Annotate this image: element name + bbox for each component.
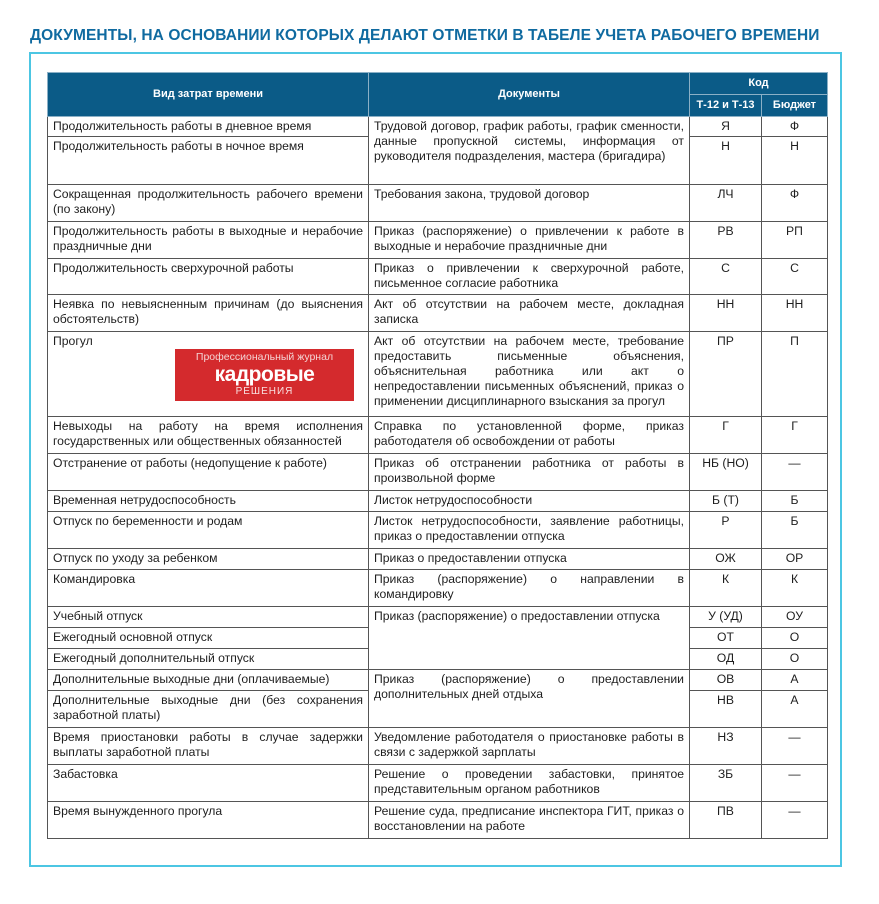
cell-t12: РВ: [690, 222, 762, 259]
table-row: [48, 259, 828, 295]
table-row: [48, 417, 828, 454]
cell-t12: ОТ: [690, 628, 762, 649]
table-row: [48, 765, 828, 802]
header-code: Код: [690, 73, 828, 95]
magazine-logo: [175, 349, 354, 401]
cell-t12: У (УД): [690, 607, 762, 628]
cell-t12: ОД: [690, 649, 762, 670]
cell-budget: Б: [762, 491, 828, 512]
cell-budget: РП: [762, 222, 828, 259]
cell-budget: Ф: [762, 117, 828, 137]
cell-t12: Р: [690, 512, 762, 549]
cell-type: Забастовка: [48, 765, 369, 802]
table-row: [48, 512, 828, 549]
cell-t12: ПР: [690, 332, 762, 417]
cell-budget: П: [762, 332, 828, 417]
cell-budget: —: [762, 454, 828, 491]
cell-budget: О: [762, 628, 828, 649]
logo-line1: Профессиональный журнал: [195, 351, 334, 363]
cell-budget: С: [762, 259, 828, 295]
cell-docs: Приказ (распоряжение) о предоставлении дополнительных дней отдыха: [369, 670, 690, 728]
cell-budget: О: [762, 649, 828, 670]
cell-t12: НН: [690, 295, 762, 332]
header-budget: Бюджет: [762, 95, 828, 117]
cell-type: Ежегодный основной отпуск: [48, 628, 369, 649]
cell-t12: ЛЧ: [690, 185, 762, 222]
cell-type: Время вынужденного прогула: [48, 802, 369, 839]
cell-budget: Г: [762, 417, 828, 454]
table-row: [48, 185, 828, 222]
table-row: [48, 607, 828, 628]
cell-t12: Б (Т): [690, 491, 762, 512]
cell-t12: ОВ: [690, 670, 762, 691]
cell-budget: —: [762, 765, 828, 802]
cell-type: Отстранение от работы (недопущение к работе): [48, 454, 369, 491]
cell-t12: К: [690, 570, 762, 607]
cell-t12: Г: [690, 417, 762, 454]
table-row: [48, 454, 828, 491]
cell-t12: НБ (НО): [690, 454, 762, 491]
header-type: Вид затрат времени: [48, 73, 369, 117]
cell-budget: —: [762, 728, 828, 765]
cell-type: Учебный отпуск: [48, 607, 369, 628]
cell-t12: ОЖ: [690, 549, 762, 570]
cell-docs: Требования закона, трудовой договор: [369, 185, 690, 222]
cell-docs: Акт об отсутствии на рабочем месте, докладная записка: [369, 295, 690, 332]
cell-budget: Ф: [762, 185, 828, 222]
cell-budget: А: [762, 670, 828, 691]
cell-type: Ежегодный дополнительный отпуск: [48, 649, 369, 670]
table-row: [48, 728, 828, 765]
cell-docs: Решение о проведении забастовки, принятое представительным органом работников: [369, 765, 690, 802]
cell-type: Командировка: [48, 570, 369, 607]
logo-line3: РЕШЕНИЯ: [235, 386, 294, 397]
cell-type: Продолжительность работы в дневное время: [48, 117, 369, 137]
cell-docs: Справка по установленной форме, приказ работодателя об освобождении от работы: [369, 417, 690, 454]
cell-docs: Акт об отсутствии на рабочем месте, требование предоставить письменные объяснения, объяснительная работника или акт о непредоставлении письменных объяснений, приказ о применении дисциплинарного взыскания за прогул: [369, 332, 690, 417]
cell-type: Сокращенная продолжительность рабочего времени (по закону): [48, 185, 369, 222]
cell-type: Продолжительность работы в ночное время: [48, 137, 369, 185]
cell-type: Прогул: [48, 332, 369, 417]
cell-budget: —: [762, 802, 828, 839]
cell-budget: НН: [762, 295, 828, 332]
cell-docs: Листок нетрудоспособности: [369, 491, 690, 512]
cell-docs: Приказ (распоряжение) о привлечении к работе в выходные и нерабочие праздничные дни: [369, 222, 690, 259]
cell-budget: К: [762, 570, 828, 607]
cell-docs: Листок нетрудоспособности, заявление работницы, приказ о предоставлении отпуска: [369, 512, 690, 549]
table-row: [48, 802, 828, 839]
cell-type: Время приостановки работы в случае задержки выплаты заработной платы: [48, 728, 369, 765]
cell-t12: ПВ: [690, 802, 762, 839]
cell-type: Временная нетрудоспособность: [48, 491, 369, 512]
cell-docs: Решение суда, предписание инспектора ГИТ, приказ о восстановлении на работе: [369, 802, 690, 839]
header-docs: Документы: [369, 73, 690, 117]
table-row: [48, 332, 828, 417]
cell-type: Неявка по невыясненным причинам (до выяснения обстоятельств): [48, 295, 369, 332]
cell-t12: С: [690, 259, 762, 295]
cell-t12: НВ: [690, 691, 762, 728]
cell-docs: Приказ о привлечении к сверхурочной работе, письменное согласие работника: [369, 259, 690, 295]
cell-budget: Б: [762, 512, 828, 549]
cell-docs: Приказ (распоряжение) о предоставлении отпуска: [369, 607, 690, 670]
header-t12: Т-12 и Т-13: [690, 95, 762, 117]
documents-table: [47, 72, 828, 839]
cell-docs: Уведомление работодателя о приостановке работы в связи с задержкой зарплаты: [369, 728, 690, 765]
cell-docs: Трудовой договор, график работы, график сменности, данные пропускной системы, информация от руководителя подразделения, мастера (бригадира): [369, 117, 690, 185]
cell-type: Невыходы на работу на время исполнения государственных или общественных обязанностей: [48, 417, 369, 454]
cell-budget: Н: [762, 137, 828, 185]
cell-type: Продолжительность сверхурочной работы: [48, 259, 369, 295]
logo-line2: кадровые: [214, 363, 315, 386]
cell-type: Отпуск по уходу за ребенком: [48, 549, 369, 570]
table-row: [48, 549, 828, 570]
cell-budget: ОУ: [762, 607, 828, 628]
cell-docs: Приказ (распоряжение) о направлении в командировку: [369, 570, 690, 607]
table-row: [48, 570, 828, 607]
cell-docs: Приказ об отстранении работника от работы в произвольной форме: [369, 454, 690, 491]
table-row: [48, 670, 828, 691]
cell-t12: НЗ: [690, 728, 762, 765]
cell-type: Дополнительные выходные дни (без сохранения заработной платы): [48, 691, 369, 728]
cell-type: Продолжительность работы в выходные и нерабочие праздничные дни: [48, 222, 369, 259]
cell-t12: Н: [690, 137, 762, 185]
cell-type: Дополнительные выходные дни (оплачиваемые): [48, 670, 369, 691]
cell-budget: ОР: [762, 549, 828, 570]
cell-type: Отпуск по беременности и родам: [48, 512, 369, 549]
table-row: [48, 222, 828, 259]
cell-t12: Я: [690, 117, 762, 137]
cell-budget: А: [762, 691, 828, 728]
cell-docs: Приказ о предоставлении отпуска: [369, 549, 690, 570]
table-row: [48, 117, 828, 137]
table-row: [48, 295, 828, 332]
page-title: ДОКУМЕНТЫ, НА ОСНОВАНИИ КОТОРЫХ ДЕЛАЮТ ОТМЕТКИ В ТАБЕЛЕ УЧЕТА РАБОЧЕГО ВРЕМЕНИ: [30, 27, 820, 44]
table-row: [48, 491, 828, 512]
cell-t12: ЗБ: [690, 765, 762, 802]
